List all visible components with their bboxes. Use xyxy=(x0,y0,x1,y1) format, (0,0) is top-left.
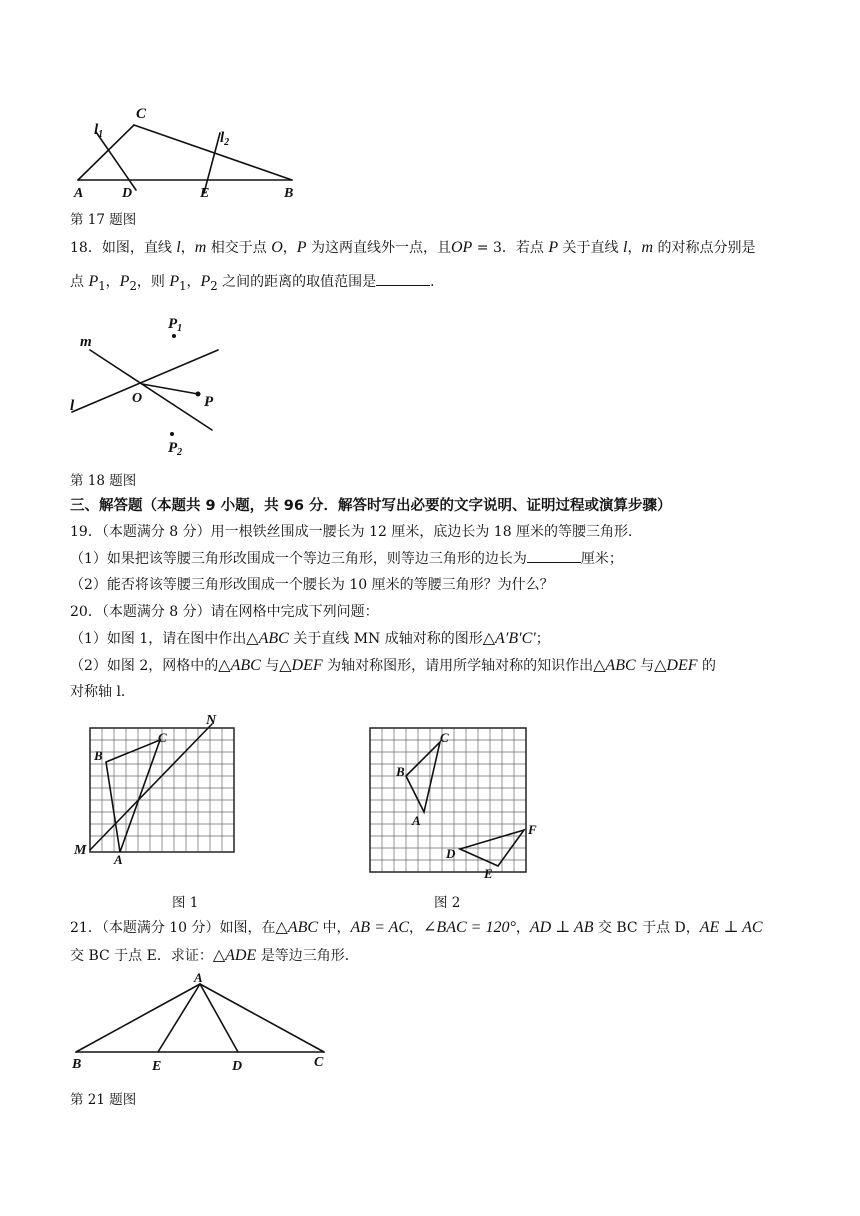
fig20-1-label-n: N xyxy=(206,713,217,728)
fig21-label-d: D xyxy=(232,1059,243,1074)
fig20-1-label-m: M xyxy=(74,843,87,858)
q20-line1: 20．（本题满分 8 分）请在网格中完成下列问题： xyxy=(70,604,379,620)
fig18-line-l xyxy=(72,350,218,412)
figure-20-2 xyxy=(360,712,560,887)
fig17-segment-cb xyxy=(134,125,292,180)
fig17-segment-ac xyxy=(78,125,134,180)
fig17-label-b: B xyxy=(284,186,294,201)
figure-18 xyxy=(70,310,230,460)
fig20-1-grid xyxy=(90,728,234,852)
fig17-label-l2: $l_2$ xyxy=(220,130,230,148)
q19-line2: （1）如果把该等腰三角形改围成一个等边三角形，则等边三角形的边长为 厘米； xyxy=(70,548,800,569)
question-21 xyxy=(70,918,800,966)
fig17-label-e: E xyxy=(200,186,210,201)
fig20-1-label-c: C xyxy=(158,730,167,745)
q20-line3: （2）如图 2，网格中的△ABC 与△DEF 为轴对称图形，请用所学轴对称的知识作出△ABC 与△DEF 的 xyxy=(70,657,716,674)
q18-line2: 点 $P_1$，$P_2$，则 $P_1$，$P_2$ 之间的距离的取值范围是 ． xyxy=(70,273,445,293)
fig17-label-a: A xyxy=(74,186,84,201)
fig17-label-l1: $l_1$ xyxy=(94,122,104,140)
q21-line2: 交 BC 于点 E．求证：△ADE 是等边三角形． xyxy=(70,947,359,964)
fig17-caption: 第 17 题图 xyxy=(70,212,137,228)
q19-answer-blank[interactable] xyxy=(527,548,581,563)
figure-20-1 xyxy=(70,712,260,877)
fig21-label-c: C xyxy=(314,1055,324,1070)
fig18-line-m xyxy=(90,350,212,430)
fig18-label-l: l xyxy=(70,398,75,414)
question-20 xyxy=(70,602,800,702)
fig20-2-label-b: B xyxy=(396,764,405,779)
fig21-label-b: B xyxy=(72,1057,82,1072)
fig18-point-p1 xyxy=(172,334,176,338)
q18-answer-blank[interactable] xyxy=(376,271,430,286)
fig20-2-label-f: F xyxy=(528,822,537,837)
fig21-label-e: E xyxy=(152,1059,162,1074)
fig21-caption: 第 21 题图 xyxy=(70,1092,137,1108)
q19-line1: 19．（本题满分 8 分）用一根铁丝围成一腰长为 12 厘米，底边长为 18 厘米的等腰三角形． xyxy=(70,524,643,540)
fig18-label-p: P xyxy=(204,394,214,410)
q21-line1: 21．（本题满分 10 分）如图，在△ABC 中，AB = AC，∠BAC = 120°，AD ⊥ AB 交 BC 于点 D，AE ⊥ AC xyxy=(70,919,763,936)
fig18-point-p2 xyxy=(170,432,174,436)
figure-21 xyxy=(70,970,340,1080)
fig18-label-o: O xyxy=(132,391,143,406)
fig18-label-p1: $P_1$ xyxy=(168,316,183,334)
fig20-2-triangle-abc xyxy=(406,742,440,812)
question-18 xyxy=(70,238,800,296)
fig18-label-p2: $P_2$ xyxy=(168,440,183,458)
fig21-segment-ae xyxy=(158,984,200,1052)
fig18-point-p xyxy=(196,392,201,397)
figure-17 xyxy=(70,100,310,200)
fig20-2-label-e: E xyxy=(484,866,493,881)
q18-line1: 18．如图，直线 l，m 相交于点 O，P 为这两直线外一点，且OP = 3．若点 P 关于直线 l，m 的对称点分别是 xyxy=(70,239,756,256)
fig17-label-c: C xyxy=(136,106,147,122)
fig20-2-caption: 图 2 xyxy=(434,895,461,911)
fig20-2-label-c: C xyxy=(440,730,449,745)
fig17-line-l1 xyxy=(96,132,136,190)
q20-line4: 对称轴 l． xyxy=(70,684,135,700)
fig20-1-caption: 图 1 xyxy=(172,895,199,911)
fig17-label-d: D xyxy=(122,186,133,201)
fig20-1-label-b: B xyxy=(94,748,103,763)
fig18-label-m: m xyxy=(80,334,92,350)
question-19 xyxy=(70,522,800,595)
fig20-2-label-d: D xyxy=(446,846,456,861)
fig20-1-label-a: A xyxy=(114,852,123,867)
section-3-heading: 三、解答题（本题共 9 小题，共 96 分．解答时写出必要的文字说明、证明过程或演算步骤） xyxy=(70,498,672,514)
fig17-line-l2 xyxy=(204,133,220,193)
fig21-segment-ab xyxy=(76,984,200,1052)
fig21-label-a: A xyxy=(194,970,203,985)
fig20-2-label-a: A xyxy=(412,813,421,828)
q20-line2: （1）如图 1，请在图中作出△ABC 关于直线 MN 成轴对称的图形△A′B′C′； xyxy=(70,630,550,647)
q19-line3: （2）能否将该等腰三角形改围成一个腰长为 10 厘米的等腰三角形？为什么？ xyxy=(70,577,554,593)
fig18-caption: 第 18 题图 xyxy=(70,473,137,489)
